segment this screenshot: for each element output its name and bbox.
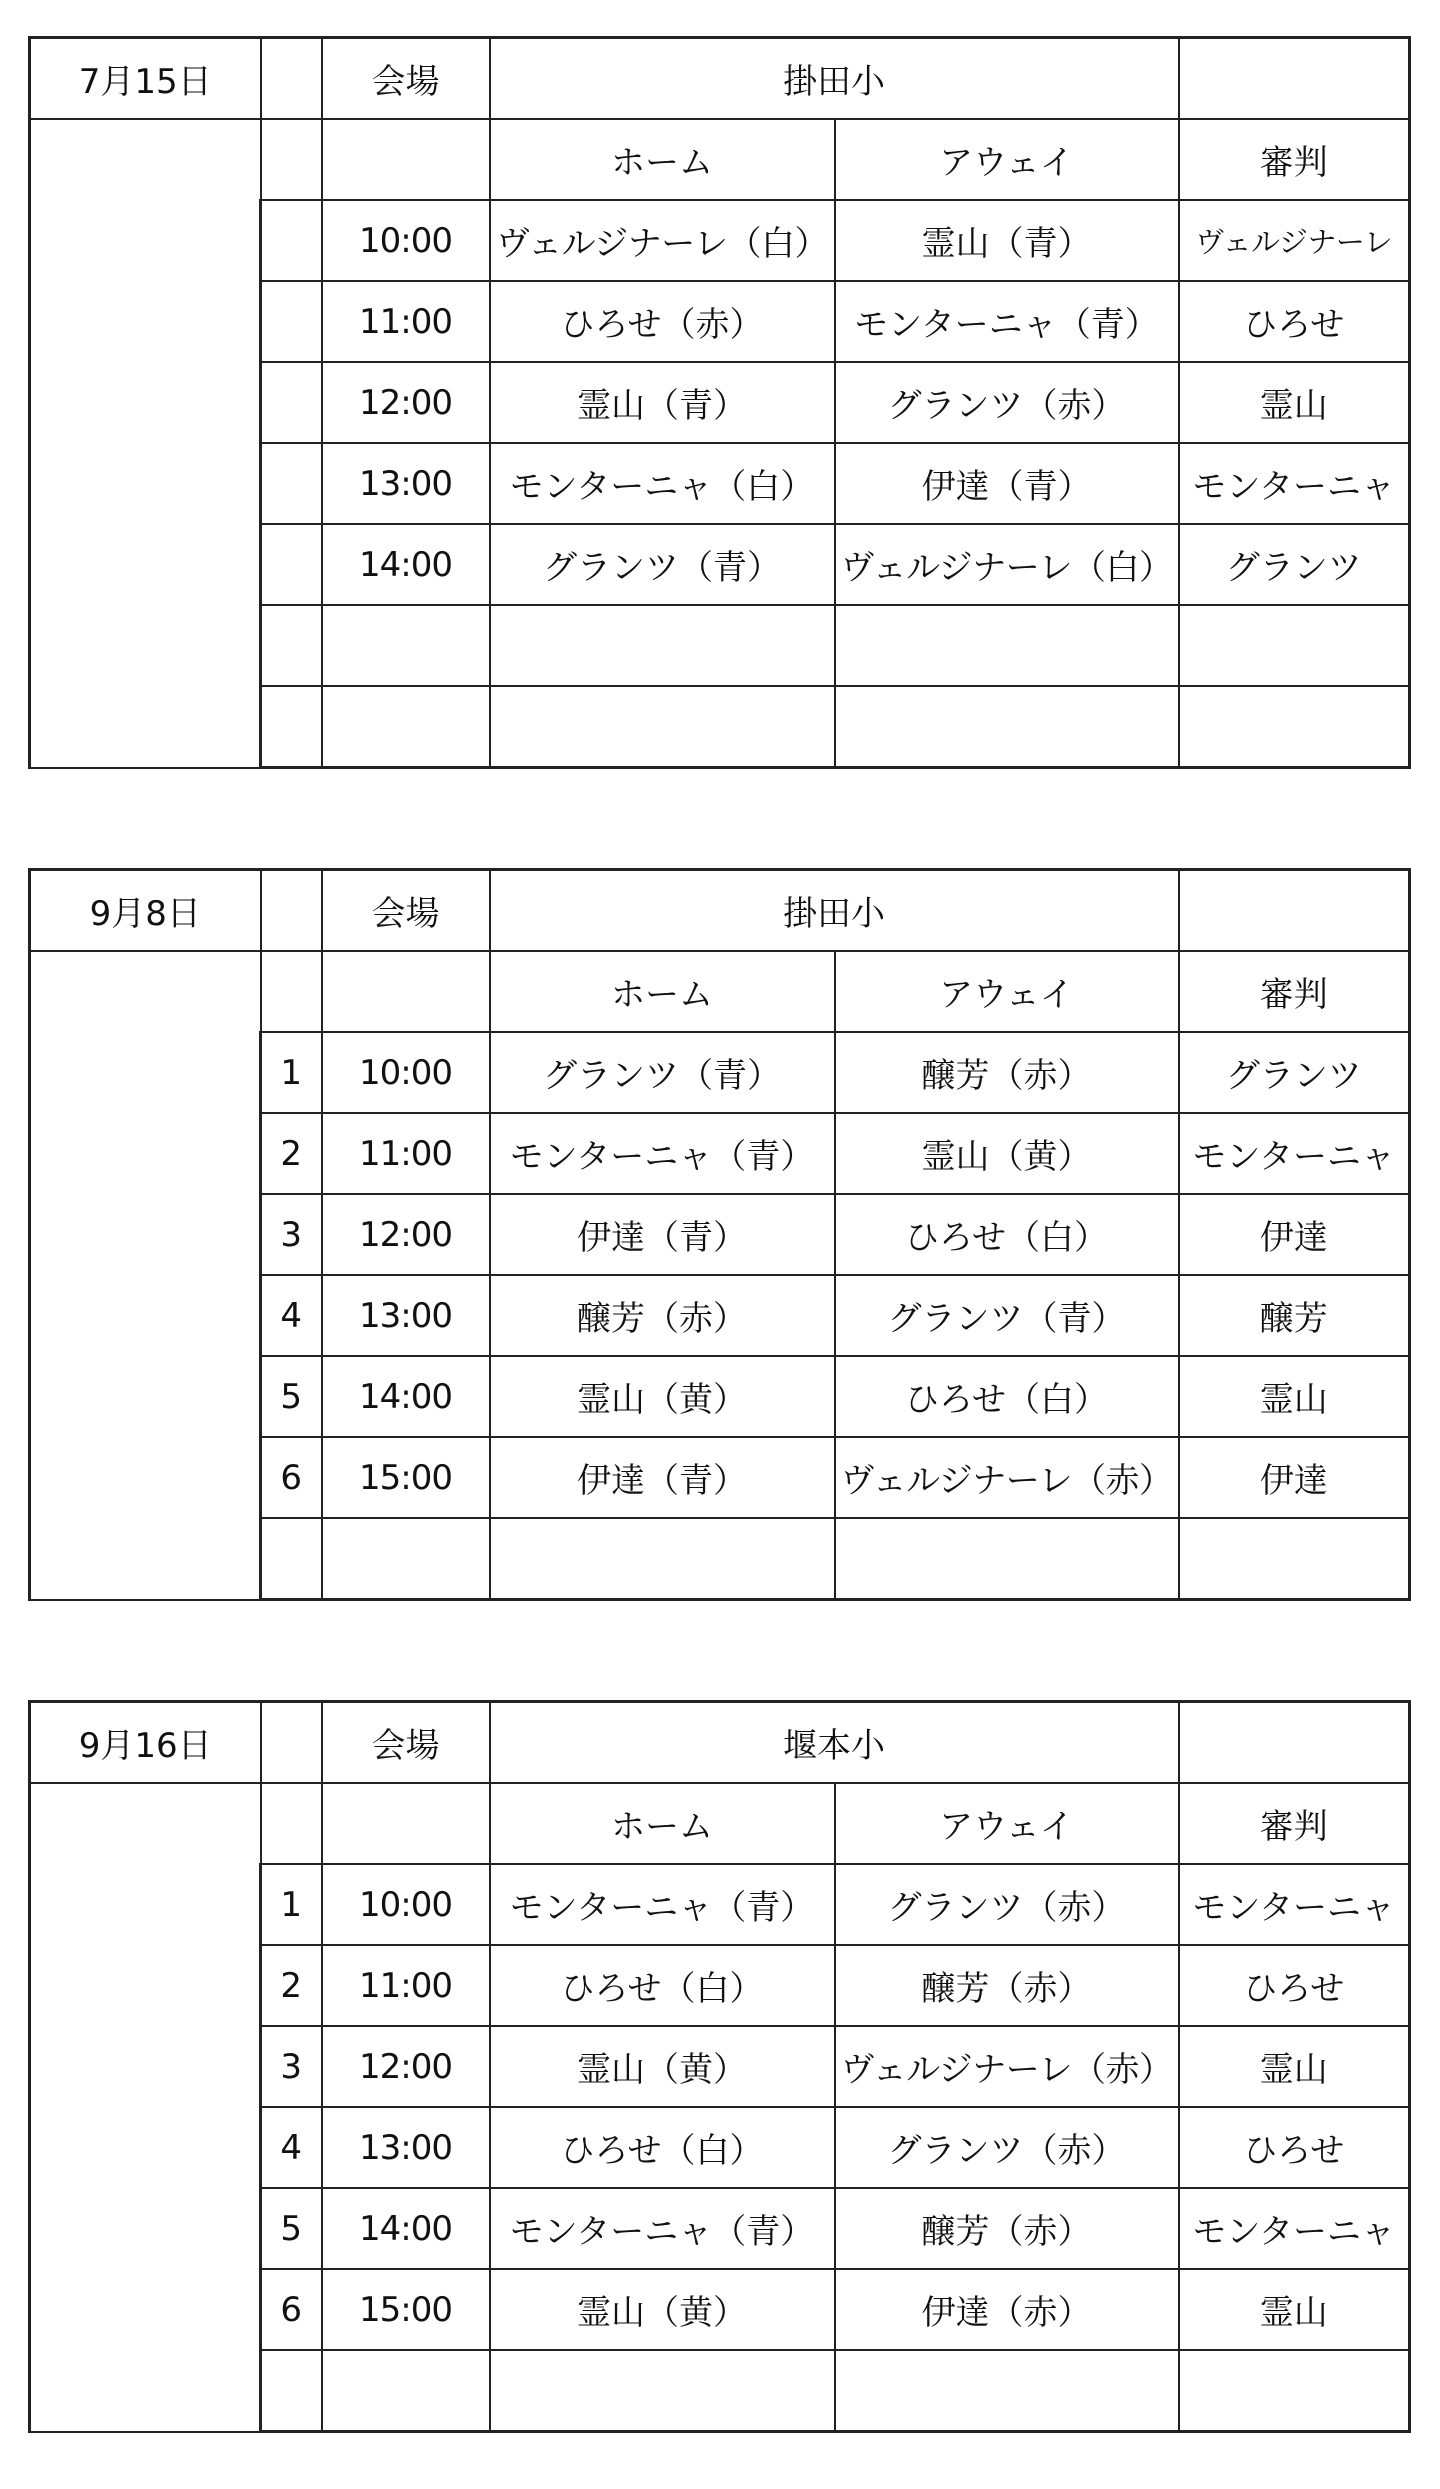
referee-team xyxy=(1179,686,1410,768)
schedule-table-2 xyxy=(28,868,1411,1601)
match-number xyxy=(261,524,322,605)
home-team xyxy=(490,2350,835,2432)
home-team: ヴェルジナーレ（白） xyxy=(490,200,835,281)
match-number xyxy=(261,443,322,524)
match-number: 6 xyxy=(261,2269,322,2350)
away-team: 醸芳（赤） xyxy=(835,1032,1179,1113)
column-header-row xyxy=(30,951,1410,1032)
match-time: 10:00 xyxy=(322,200,490,281)
match-number: 2 xyxy=(261,1945,322,2026)
referee-team: ヴェルジナーレ xyxy=(1179,200,1410,281)
referee-team: ひろせ xyxy=(1179,2107,1410,2188)
match-time: 15:00 xyxy=(322,1437,490,1518)
away-team: 霊山（黄） xyxy=(835,1113,1179,1194)
match-number: 3 xyxy=(261,1194,322,1275)
home-header: ホーム xyxy=(490,1783,835,1864)
column-header-row xyxy=(30,1783,1410,1864)
schedule-table-1 xyxy=(28,36,1411,769)
notes-column xyxy=(30,951,261,1600)
match-number: 5 xyxy=(261,1356,322,1437)
referee-team xyxy=(1179,1518,1410,1600)
blank-cell xyxy=(261,38,322,120)
blank-cell xyxy=(261,1783,322,1864)
match-time: 12:00 xyxy=(322,362,490,443)
match-number xyxy=(261,605,322,686)
venue-label: 会場 xyxy=(322,38,490,120)
match-date: 9月16日 xyxy=(30,1702,261,1784)
away-team: 伊達（青） xyxy=(835,443,1179,524)
home-team: 伊達（青） xyxy=(490,1194,835,1275)
blank-cell xyxy=(1179,1702,1410,1784)
home-team: モンターニャ（白） xyxy=(490,443,835,524)
match-time: 13:00 xyxy=(322,1275,490,1356)
away-team: ヴェルジナーレ（赤） xyxy=(835,2026,1179,2107)
away-team xyxy=(835,1518,1179,1600)
match-time: 15:00 xyxy=(322,2269,490,2350)
venue-name: 掛田小 xyxy=(490,870,1179,952)
match-time: 13:00 xyxy=(322,2107,490,2188)
referee-team: 醸芳 xyxy=(1179,1275,1410,1356)
match-number xyxy=(261,200,322,281)
referee-team: 伊達 xyxy=(1179,1437,1410,1518)
home-team: ひろせ（赤） xyxy=(490,281,835,362)
away-team xyxy=(835,686,1179,768)
away-team xyxy=(835,2350,1179,2432)
match-time xyxy=(322,1518,490,1600)
home-team: ひろせ（白） xyxy=(490,2107,835,2188)
away-header: アウェイ xyxy=(835,951,1179,1032)
away-team: ひろせ（白） xyxy=(835,1356,1179,1437)
blank-cell xyxy=(322,119,490,200)
match-time: 10:00 xyxy=(322,1864,490,1945)
match-time: 14:00 xyxy=(322,524,490,605)
match-time: 13:00 xyxy=(322,443,490,524)
match-time: 11:00 xyxy=(322,281,490,362)
home-team: 伊達（青） xyxy=(490,1437,835,1518)
match-number xyxy=(261,2350,322,2432)
referee-team: グランツ xyxy=(1179,524,1410,605)
home-team xyxy=(490,1518,835,1600)
venue-name: 掛田小 xyxy=(490,38,1179,120)
match-number xyxy=(261,362,322,443)
column-header-row xyxy=(30,119,1410,200)
match-time: 14:00 xyxy=(322,2188,490,2269)
match-time xyxy=(322,686,490,768)
match-time: 11:00 xyxy=(322,1113,490,1194)
home-team: 霊山（黄） xyxy=(490,1356,835,1437)
away-team: グランツ（赤） xyxy=(835,362,1179,443)
home-team: グランツ（青） xyxy=(490,524,835,605)
blank-cell xyxy=(1179,38,1410,120)
table-header-row xyxy=(30,870,1410,952)
home-team: 霊山（黄） xyxy=(490,2026,835,2107)
home-team: モンターニャ（青） xyxy=(490,2188,835,2269)
match-time: 10:00 xyxy=(322,1032,490,1113)
home-team xyxy=(490,605,835,686)
venue-name: 堰本小 xyxy=(490,1702,1179,1784)
blank-cell xyxy=(261,951,322,1032)
away-team: ヴェルジナーレ（赤） xyxy=(835,1437,1179,1518)
match-time: 11:00 xyxy=(322,1945,490,2026)
match-number: 6 xyxy=(261,1437,322,1518)
away-header: アウェイ xyxy=(835,119,1179,200)
match-number xyxy=(261,686,322,768)
match-number: 4 xyxy=(261,1275,322,1356)
home-team: ひろせ（白） xyxy=(490,1945,835,2026)
match-time xyxy=(322,605,490,686)
referee-team xyxy=(1179,2350,1410,2432)
away-team: 醸芳（赤） xyxy=(835,2188,1179,2269)
away-team: グランツ（青） xyxy=(835,1275,1179,1356)
away-header: アウェイ xyxy=(835,1783,1179,1864)
referee-header: 審判 xyxy=(1179,119,1410,200)
match-number xyxy=(261,281,322,362)
match-number xyxy=(261,1518,322,1600)
match-number: 4 xyxy=(261,2107,322,2188)
notes-column xyxy=(30,119,261,768)
away-team: グランツ（赤） xyxy=(835,1864,1179,1945)
home-team: モンターニャ（青） xyxy=(490,1864,835,1945)
referee-header: 審判 xyxy=(1179,1783,1410,1864)
blank-cell xyxy=(322,951,490,1032)
match-time xyxy=(322,2350,490,2432)
match-number: 5 xyxy=(261,2188,322,2269)
referee-team: 霊山 xyxy=(1179,362,1410,443)
referee-team: ひろせ xyxy=(1179,281,1410,362)
match-number: 1 xyxy=(261,1864,322,1945)
table-header-row xyxy=(30,38,1410,120)
referee-team: モンターニャ xyxy=(1179,1864,1410,1945)
schedule-table-3 xyxy=(28,1700,1411,2433)
home-team: 霊山（黄） xyxy=(490,2269,835,2350)
referee-team: モンターニャ xyxy=(1179,443,1410,524)
blank-cell xyxy=(261,119,322,200)
home-team xyxy=(490,686,835,768)
referee-team: 霊山 xyxy=(1179,2026,1410,2107)
away-team: 霊山（青） xyxy=(835,200,1179,281)
match-number: 3 xyxy=(261,2026,322,2107)
blank-cell xyxy=(261,870,322,952)
notes-column xyxy=(30,1783,261,2432)
referee-header: 審判 xyxy=(1179,951,1410,1032)
match-number: 1 xyxy=(261,1032,322,1113)
away-team: ひろせ（白） xyxy=(835,1194,1179,1275)
match-time: 14:00 xyxy=(322,1356,490,1437)
away-team xyxy=(835,605,1179,686)
referee-team xyxy=(1179,605,1410,686)
home-header: ホーム xyxy=(490,119,835,200)
referee-team: 霊山 xyxy=(1179,2269,1410,2350)
match-date: 9月8日 xyxy=(30,870,261,952)
match-time: 12:00 xyxy=(322,2026,490,2107)
home-header: ホーム xyxy=(490,951,835,1032)
home-team: 霊山（青） xyxy=(490,362,835,443)
home-team: 醸芳（赤） xyxy=(490,1275,835,1356)
away-team: ヴェルジナーレ（白） xyxy=(835,524,1179,605)
table-header-row xyxy=(30,1702,1410,1784)
referee-team: 伊達 xyxy=(1179,1194,1410,1275)
referee-team: 霊山 xyxy=(1179,1356,1410,1437)
away-team: モンターニャ（青） xyxy=(835,281,1179,362)
venue-label: 会場 xyxy=(322,870,490,952)
match-time: 12:00 xyxy=(322,1194,490,1275)
blank-cell xyxy=(1179,870,1410,952)
away-team: 醸芳（赤） xyxy=(835,1945,1179,2026)
match-number: 2 xyxy=(261,1113,322,1194)
referee-team: モンターニャ xyxy=(1179,1113,1410,1194)
referee-team: モンターニャ xyxy=(1179,2188,1410,2269)
away-team: 伊達（赤） xyxy=(835,2269,1179,2350)
blank-cell xyxy=(261,1702,322,1784)
away-team: グランツ（赤） xyxy=(835,2107,1179,2188)
referee-team: ひろせ xyxy=(1179,1945,1410,2026)
blank-cell xyxy=(322,1783,490,1864)
match-date: 7月15日 xyxy=(30,38,261,120)
venue-label: 会場 xyxy=(322,1702,490,1784)
referee-team: グランツ xyxy=(1179,1032,1410,1113)
home-team: モンターニャ（青） xyxy=(490,1113,835,1194)
home-team: グランツ（青） xyxy=(490,1032,835,1113)
